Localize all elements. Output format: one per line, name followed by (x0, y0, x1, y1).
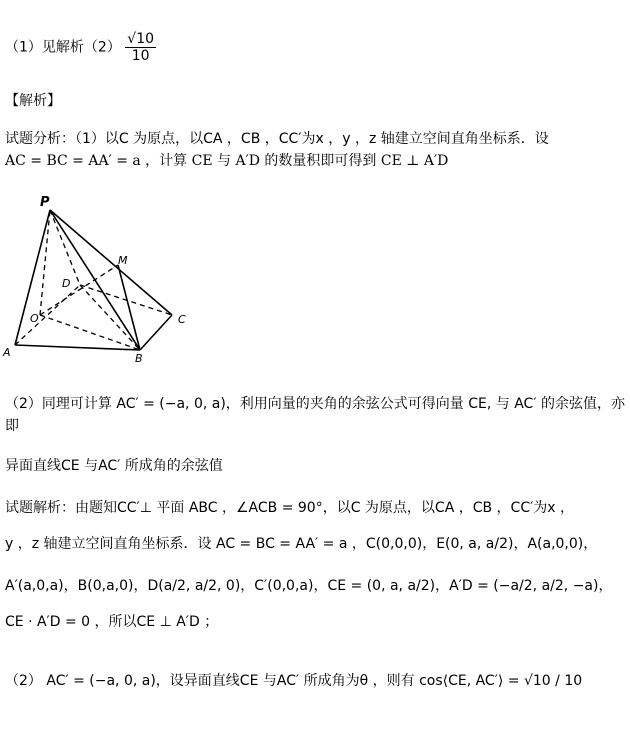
analysis-label: 试题分析： (5, 131, 75, 147)
edge-BC (140, 315, 172, 350)
label-P: P (40, 195, 50, 210)
label-B: B (135, 352, 143, 365)
label-D: D (62, 277, 71, 290)
solution-line-3: A′(a,0,a)，B(0,a,0)，D(a/2, a/2, 0)，C′(0,0,a)，CE = (0, a, a/2)，A′D = (−a/2, a/2, −a)， (5, 578, 613, 594)
answer-fraction (125, 32, 156, 63)
edge-OM (40, 265, 118, 315)
label-O: O (30, 312, 39, 325)
answer-frac-den: 10 (131, 48, 150, 64)
edge-PC (50, 210, 172, 315)
edge-AB (15, 345, 140, 350)
pyramid-figure (0, 190, 200, 365)
answer-line (5, 32, 156, 63)
label-M: M (118, 254, 128, 267)
solution-line-2: y ，z 轴建立空间直角坐标系．设 AC = BC = AA′ = a ，C(0,0,0)，E(0, a, a/2)，A(a,0,0)， (5, 536, 598, 552)
answer-frac-num: √10 (127, 31, 155, 47)
analysis-text-1: （1）以C 为原点，以CA ，CB ，CC′为x ，y ，z 轴建立空间直角坐标系．设 (75, 131, 549, 147)
edge-OB (40, 315, 140, 350)
label-C: C (178, 313, 186, 326)
edge-PO (40, 210, 50, 315)
part2-line-1: （2）同理可计算 AC′ = (−a, 0, a)，利用向量的夹角的余弦公式可得向量 CE, 与 AC′ 的余弦值，亦 (5, 396, 625, 412)
part2-line-2: 即 (5, 418, 19, 434)
solution-text-1: 由题知CC′⊥ 平面 ABC ，∠ACB = 90°，以C 为原点，以CA ，CB ，CC′为x ， (75, 500, 575, 516)
solution-line-4: CE · A′D = 0 ，所以CE ⊥ A′D ； (5, 614, 219, 630)
analysis-line-2: AC = BC = AA′ = a ，计算 CE 与 A′D 的数量积即可得到 CE ⊥ A′D (5, 153, 449, 169)
label-A: A (3, 346, 11, 359)
solution-line-5: （2） AC′ = (−a, 0, a)，设异面直线CE 与AC′ 所成角为θ ，则有 cos⟨CE, AC′⟩ = √10 / 10 (5, 673, 583, 689)
edge-PD (50, 210, 80, 285)
solution-line-1 (5, 497, 574, 517)
answer-part1: （1）见解析（2） (5, 39, 121, 56)
solution-label: 试题解析： (5, 500, 75, 516)
section-title: 【解析】 (5, 93, 61, 109)
part2-line-3: 异面直线CE 与AC′ 所成角的余弦值 (5, 458, 223, 474)
edge-AD (15, 285, 80, 345)
analysis-line-1 (5, 128, 549, 148)
